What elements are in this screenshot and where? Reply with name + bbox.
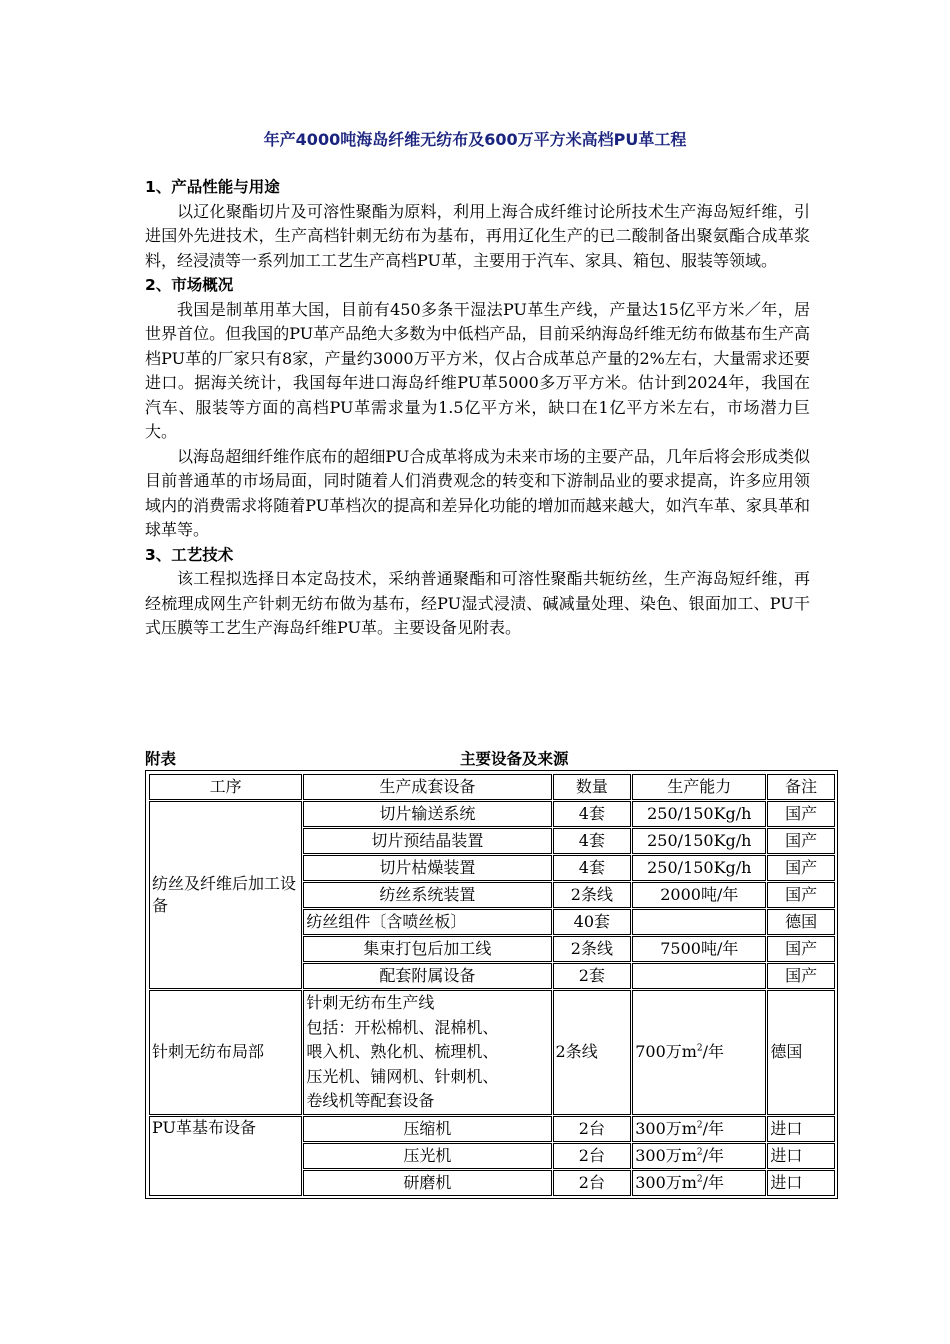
note-cell: 国产 [767, 855, 835, 881]
note-cell: 国产 [767, 882, 835, 908]
quantity-cell: 2台 [553, 1143, 632, 1169]
header-cell: 生产成套设备 [303, 774, 551, 800]
table-caption: 主要设备及来源 [460, 750, 569, 768]
quantity-cell: 2套 [553, 963, 632, 989]
section-paragraph: 我国是制革用革大国，目前有450多条干湿法PU革生产线，产量达15亿平方米／年，居世界首位。但我国的PU革产品绝大多数为中低档产品，目前采纳海岛纤维无纺布做基布生产高档PU革的厂家只有8家，产量约3000万平方米，仅占合成革总产量的2%左右，大量需求还要进口。据海关统计，我国每年进口海岛纤维PU革5000多万平方米。估计到2024年，我国在汽车、服装等方面的高档PU革需求量为1.5亿平方米，缺口在1亿平方米左右，市场潜力巨大。 [145, 299, 810, 441]
process-cell: PU革基布设备 [149, 1116, 302, 1196]
equipment-cell: 集束打包后加工线 [303, 936, 551, 962]
note-cell: 国产 [767, 801, 835, 827]
capacity-cell: 300万$m^2/$年 [632, 1170, 766, 1196]
section-heading: 1、产品性能与用途 [145, 178, 280, 196]
note-cell: 国产 [767, 963, 835, 989]
quantity-cell: 2条线 [553, 882, 632, 908]
equipment-cell: 压光机 [303, 1143, 551, 1169]
note-cell: 德国 [767, 909, 835, 935]
header-cell: 数量 [553, 774, 632, 800]
equipment-line: 压光机、铺网机、针刺机、 [306, 1066, 499, 1086]
equipment-line: 针刺无纺布生产线 [306, 993, 435, 1012]
section-paragraph: 以海岛超细纤维作底布的超细PU合成革将成为未来市场的主要产品，几年后将会形成类似目前普通革的市场局面，同时随着人们消费观念的转变和下游制品业的要求提高，许多应用领域内的消费需求将随着PU革档次的提高和差异化功能的增加而越来越大，如汽车革、家具革和球革等。 [145, 446, 810, 539]
equipment-cell [303, 990, 551, 1115]
capacity-cell: 250/150Kg/h [632, 828, 766, 854]
capacity-cell: 7500吨/年 [632, 936, 766, 962]
header-cell: 备注 [767, 774, 835, 800]
table-header-row [149, 774, 835, 800]
process-cell: 针刺无纺布局部 [149, 990, 302, 1115]
process-cell: 纺丝及纤维后加工设备 [149, 801, 302, 989]
quantity-cell: 40套 [553, 909, 632, 935]
capacity-cell [632, 909, 766, 935]
note-cell: 进口 [767, 1116, 835, 1142]
capacity-cell: 300万$m^2/$年 [632, 1143, 766, 1169]
section-paragraph: 以辽化聚酯切片及可溶性聚酯为原料，利用上海合成纤维讨论所技术生产海岛短纤维，引进国外先进技术，生产高档针刺无纺布为基布，再用辽化生产的已二酸制备出聚氨酯合成革浆料，经浸渍等一系列加工工艺生产高档PU革，主要用于汽车、家具、箱包、服装等领域。 [145, 201, 810, 270]
capacity-cell: 300万$m^2/$年 [632, 1116, 766, 1142]
quantity-cell: 4套 [553, 828, 632, 854]
equipment-cell: 压缩机 [303, 1116, 551, 1142]
quantity-cell: 4套 [553, 855, 632, 881]
note-cell: 进口 [767, 1143, 835, 1169]
equipment-line: 卷线机等配套设备 [306, 1091, 435, 1110]
equipment-cell: 纺丝系统装置 [303, 882, 551, 908]
table-label: 附表 [145, 750, 177, 768]
quantity-cell: 2条线 [553, 990, 632, 1115]
note-cell: 德国 [767, 990, 835, 1115]
note-cell: 进口 [767, 1170, 835, 1196]
capacity-cell: 700万$m^2/$年 [632, 990, 766, 1115]
table-row [149, 801, 835, 827]
table-row [149, 990, 835, 1115]
table-row [149, 1116, 835, 1142]
section-paragraph: 该工程拟选择日本定岛技术，采纳普通聚酯和可溶性聚酯共轭纺丝，生产海岛短纤维，再经梳理成网生产针刺无纺布做为基布，经PU湿式浸渍、碱减量处理、染色、银面加工、PU干式压膜等工艺生产海岛纤维PU革。主要设备见附表。 [145, 569, 810, 637]
capacity-cell: 2000吨/年 [632, 882, 766, 908]
capacity-cell [632, 963, 766, 989]
capacity-cell: 250/150Kg/h [632, 855, 766, 881]
equipment-cell: 配套附属设备 [303, 963, 551, 989]
header-cell: 工序 [149, 774, 302, 800]
note-cell: 国产 [767, 828, 835, 854]
section-heading: 2、市场概况 [145, 276, 234, 294]
note-cell: 国产 [767, 936, 835, 962]
quantity-cell: 2条线 [553, 936, 632, 962]
quantity-cell: 2台 [553, 1170, 632, 1196]
equipment-cell: 切片输送系统 [303, 801, 551, 827]
equipment-line: 喂入机、熟化机、梳理机、 [306, 1042, 499, 1061]
equipment-table [145, 770, 838, 1199]
equipment-cell: 研磨机 [303, 1170, 551, 1196]
quantity-cell: 2台 [553, 1116, 632, 1142]
equipment-cell: 切片预结晶装置 [303, 828, 551, 854]
quantity-cell: 4套 [553, 801, 632, 827]
document-title: 年产4000吨海岛纤维无纺布及600万平方米高档PU革工程 [263, 130, 687, 149]
equipment-cell: 切片枯燥装置 [303, 855, 551, 881]
capacity-cell: 250/150Kg/h [632, 801, 766, 827]
section-heading: 3、工艺技术 [145, 545, 234, 564]
header-cell: 生产能力 [632, 774, 766, 800]
document-body [145, 175, 810, 641]
equipment-cell: 纺丝组件〔含喷丝板〕 [303, 909, 551, 935]
equipment-line: 包括：开松棉机、混棉机、 [306, 1017, 499, 1037]
